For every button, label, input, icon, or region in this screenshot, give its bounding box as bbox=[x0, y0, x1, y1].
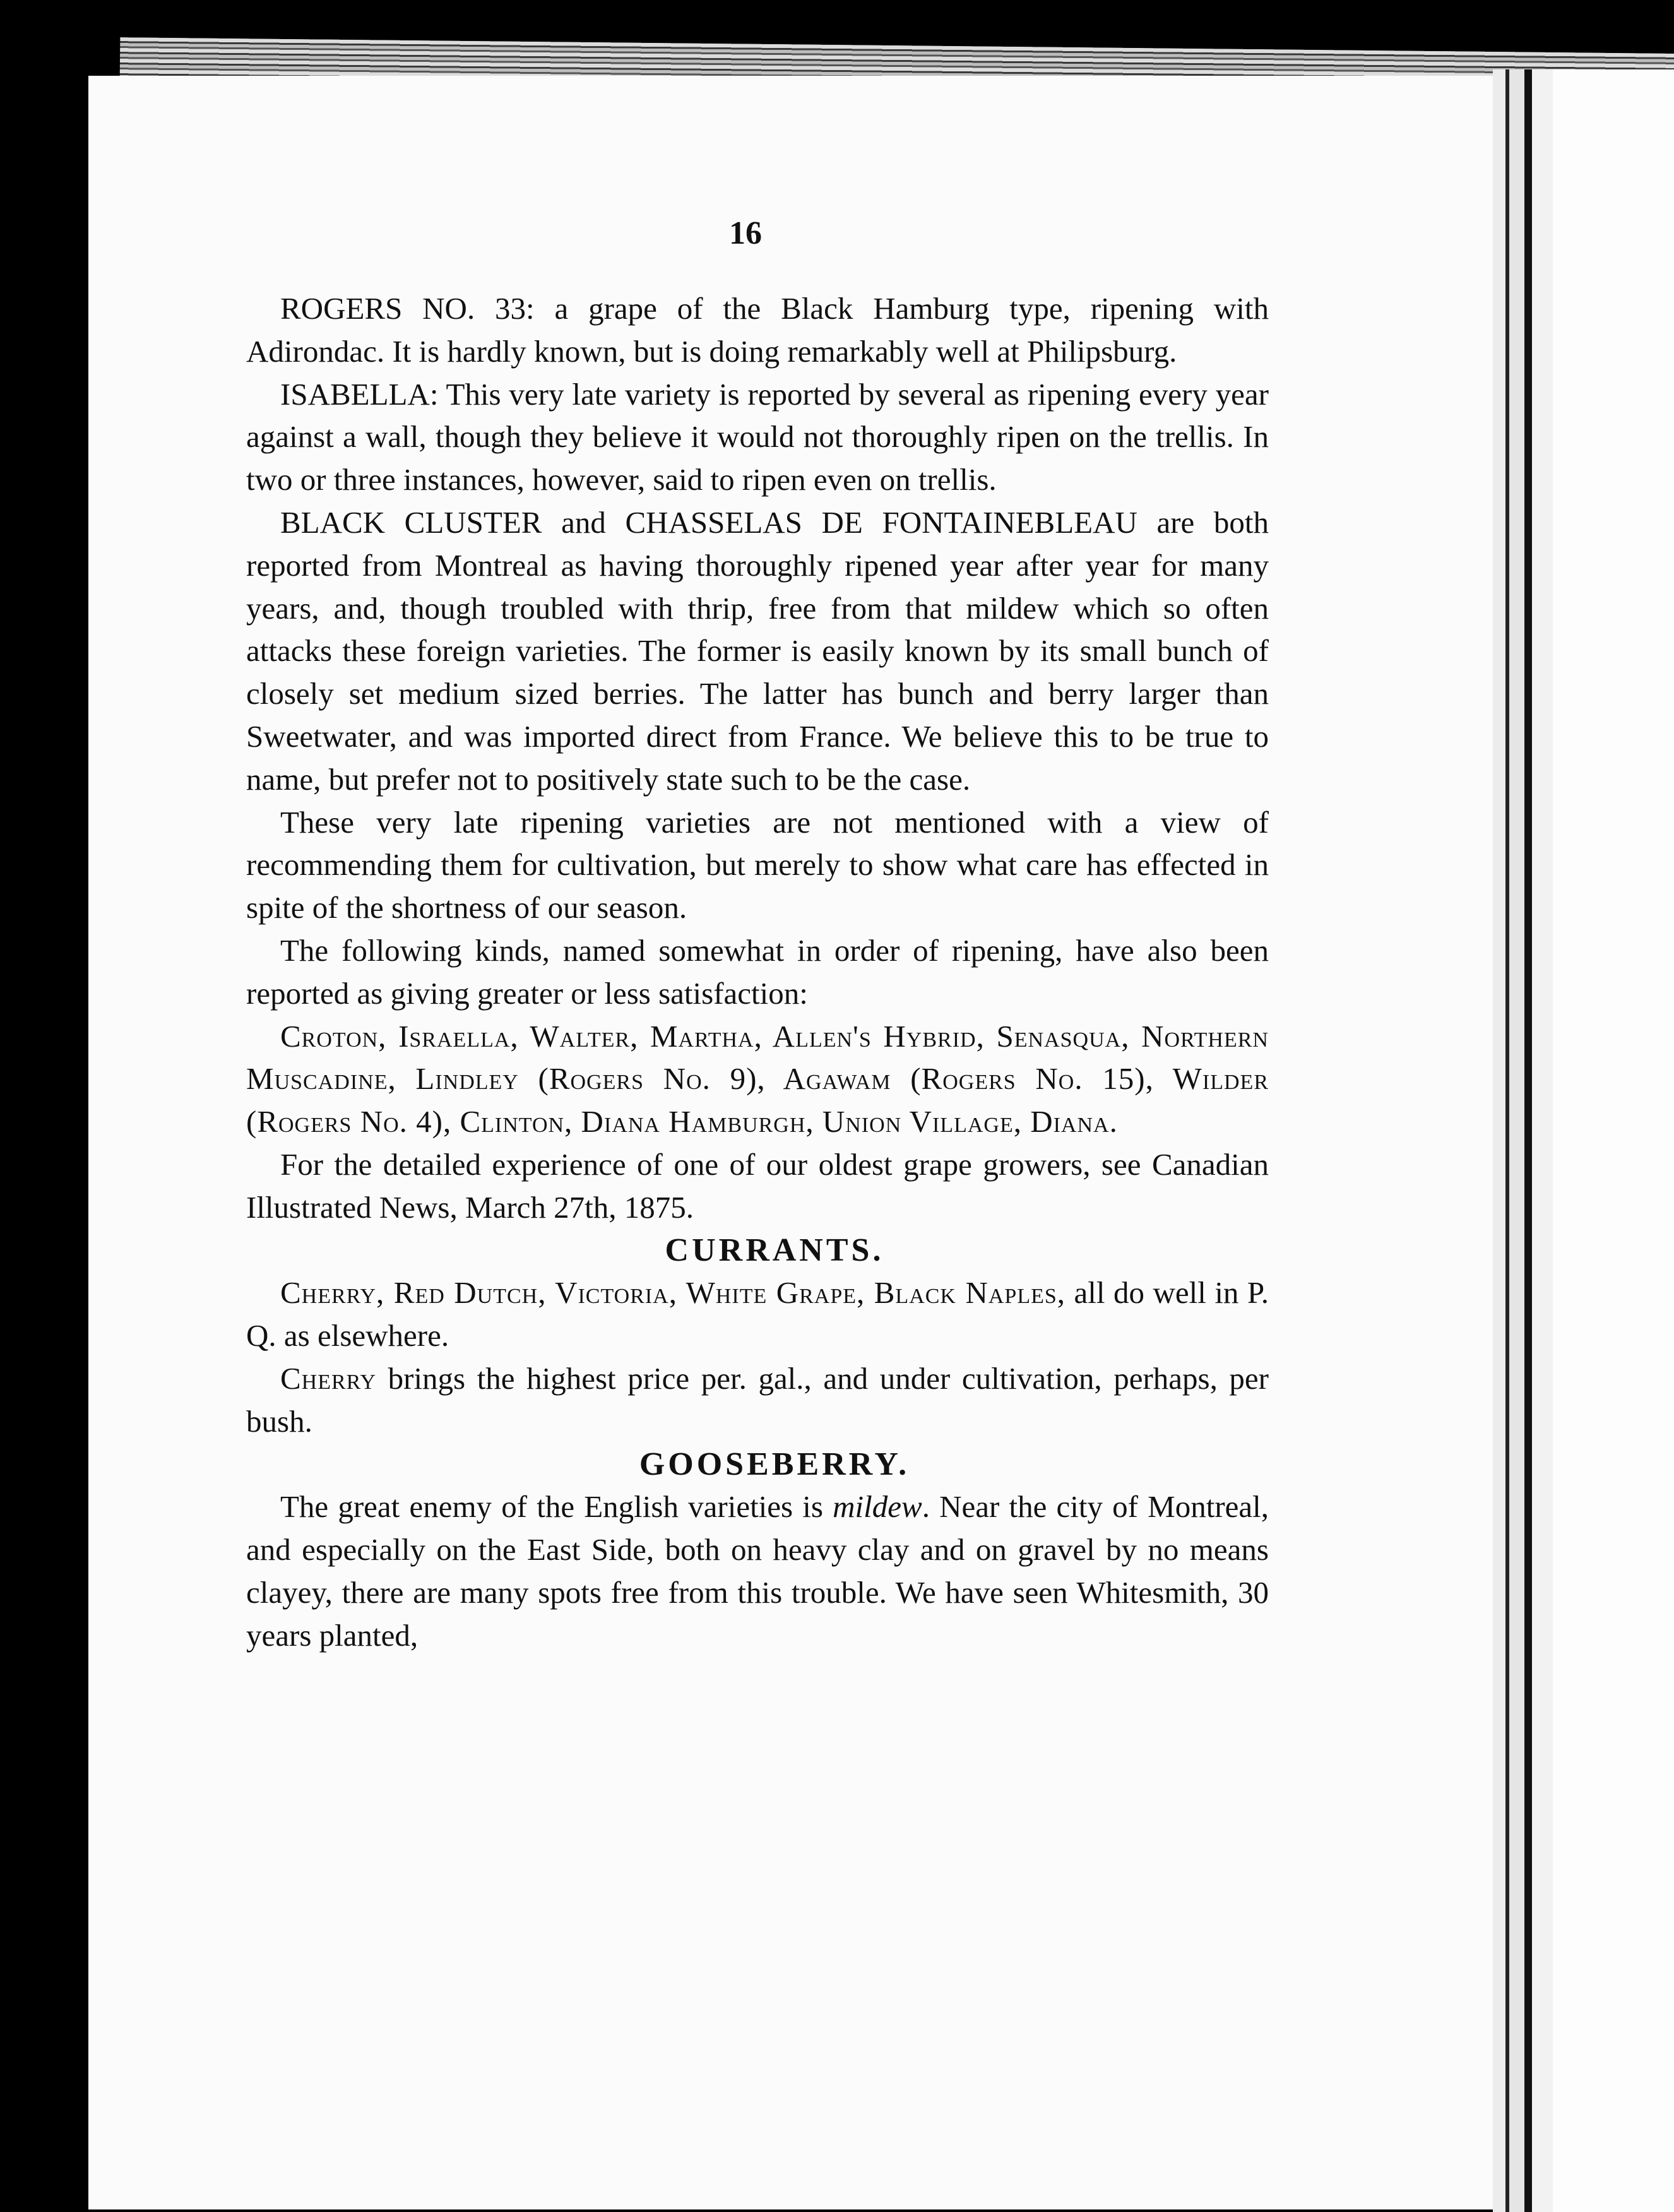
heading-gooseberry: GOOSEBERRY. bbox=[639, 1446, 910, 1482]
paragraph-text: The great enemy of the English varieties is bbox=[280, 1489, 833, 1525]
paragraph-currants-list bbox=[246, 1271, 1269, 1357]
emphasized-word: mildew bbox=[833, 1489, 922, 1525]
paragraph-cherry bbox=[246, 1357, 1269, 1443]
paragraph-isabella bbox=[246, 373, 1269, 501]
paragraph-gooseberry bbox=[246, 1485, 1269, 1656]
paragraph-detailed-experience: For the detailed experience of one of our oldest grape growers, see Canadian Illustrated News, March 27th, 1875. bbox=[246, 1146, 1269, 1225]
paragraph-variety-list: Croton, Israella, Walter, Martha, Allen's Hybrid, Senasqua, Northern Muscadine, Lindley (Rogers No. 9), Agawam (Rogers No. 15), Wilder (Rogers No. 4), Clinton, Diana Hamburgh, Union Village, Diana. bbox=[246, 1018, 1269, 1139]
variety-name: CHASSELAS DE FONTAINEBLEAU bbox=[625, 504, 1137, 540]
paragraph-following-kinds: The following kinds, named somewhat in order of ripening, have also been reported as giving greater or less satisfaction: bbox=[246, 932, 1269, 1011]
paragraph-black-cluster bbox=[246, 501, 1269, 801]
page-body bbox=[246, 287, 1269, 1657]
paragraph-late-varieties: These very late ripening varieties are not mentioned with a view of recommending them for cultivation, but merely to show what care has effected in spite of the shortness of our season. bbox=[246, 804, 1269, 925]
variety-name: Cherry bbox=[280, 1360, 377, 1396]
book-gutter bbox=[1493, 69, 1553, 2212]
conjunction: and bbox=[542, 504, 626, 540]
variety-name: BLACK CLUSTER bbox=[280, 504, 542, 540]
paragraph-rogers bbox=[246, 287, 1269, 373]
paragraph-text: all do well in P. Q. as elsewhere. bbox=[246, 1275, 1269, 1353]
variety-name: ISABELLA bbox=[280, 376, 430, 412]
paragraph-text: : This very late variety is reported by several as ripening every year against a wall, though they believe it would not thoroughly ripen on the trellis. In two or three instances, however, said to ripen even on trellis. bbox=[246, 376, 1269, 497]
variety-name: ROGERS NO. 33 bbox=[280, 291, 526, 326]
variety-names: Cherry, Red Dutch, Victoria, White Grape, Black Naples, bbox=[280, 1275, 1066, 1311]
paragraph-text: . Near the city of Montreal, and especially on the East Side, both on heavy clay and on gravel by no means clayey, there are many spots free from this trouble. We have seen Whitesmith, 30 years planted, bbox=[246, 1489, 1269, 1653]
paragraph-text: : a grape of the Black Hamburg type, ripening with Adirondac. It is hardly known, but is doing remarkably well at Philipsburg. bbox=[246, 291, 1269, 369]
page-number: 16 bbox=[729, 215, 762, 251]
paragraph-text: are both reported from Montreal as having thoroughly ripened year after year for many years, and, though troubled with thrip, free from that mildew which so often attacks these foreign varieties. The former is easily known by its small bunch of closely set medium sized berries. The latter has bunch and berry larger than Sweetwater, and was imported direct from France. We believe this to be true to name, but prefer not to positively state such to be the case. bbox=[246, 504, 1269, 797]
paragraph-text: brings the highest price per. gal., and under cultivation, perhaps, per bush. bbox=[246, 1360, 1269, 1439]
heading-currants: CURRANTS. bbox=[665, 1232, 884, 1268]
facing-page-edge bbox=[1553, 69, 1674, 2212]
